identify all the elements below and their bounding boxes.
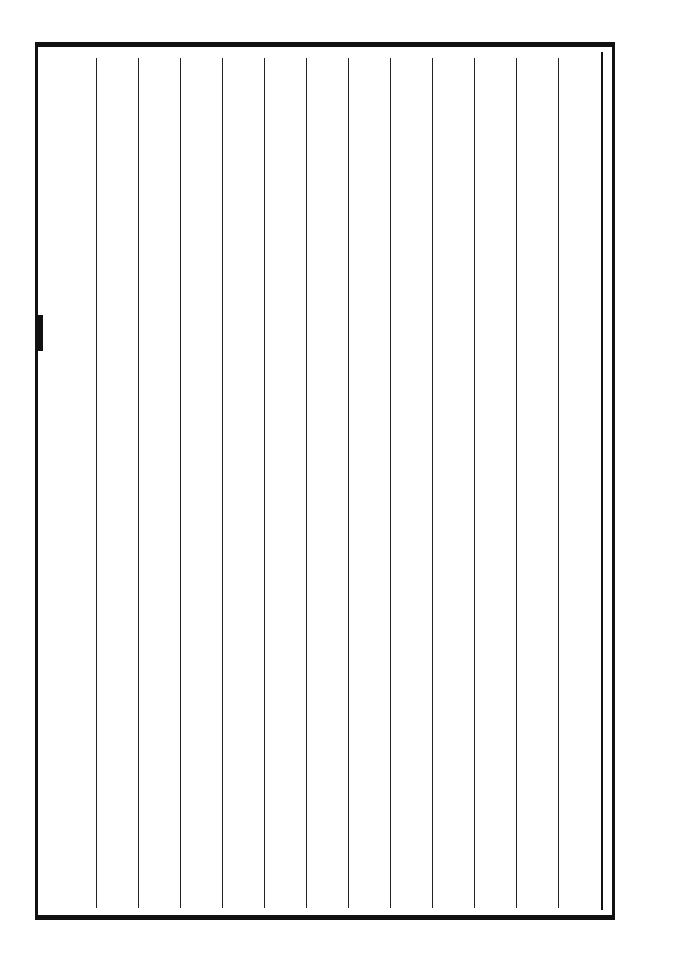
- text-column-11: [138, 58, 181, 908]
- gutter-page-number: [8, 735, 32, 795]
- text-column-12: [96, 58, 139, 908]
- text-column-1: [558, 58, 601, 908]
- text-column-9: [222, 58, 265, 908]
- text-column-3: [474, 58, 517, 908]
- text-column-5: [390, 58, 433, 908]
- text-column-8: [264, 58, 307, 908]
- text-column-7: [306, 58, 349, 908]
- gutter-fishtail-mark: [35, 315, 43, 351]
- gutter-book-title: [8, 345, 32, 565]
- frame-inner-rule: [601, 52, 603, 910]
- text-column-2: [516, 58, 559, 908]
- text-column-6: [348, 58, 391, 908]
- text-column-10: [180, 58, 223, 908]
- text-column-4: [432, 58, 475, 908]
